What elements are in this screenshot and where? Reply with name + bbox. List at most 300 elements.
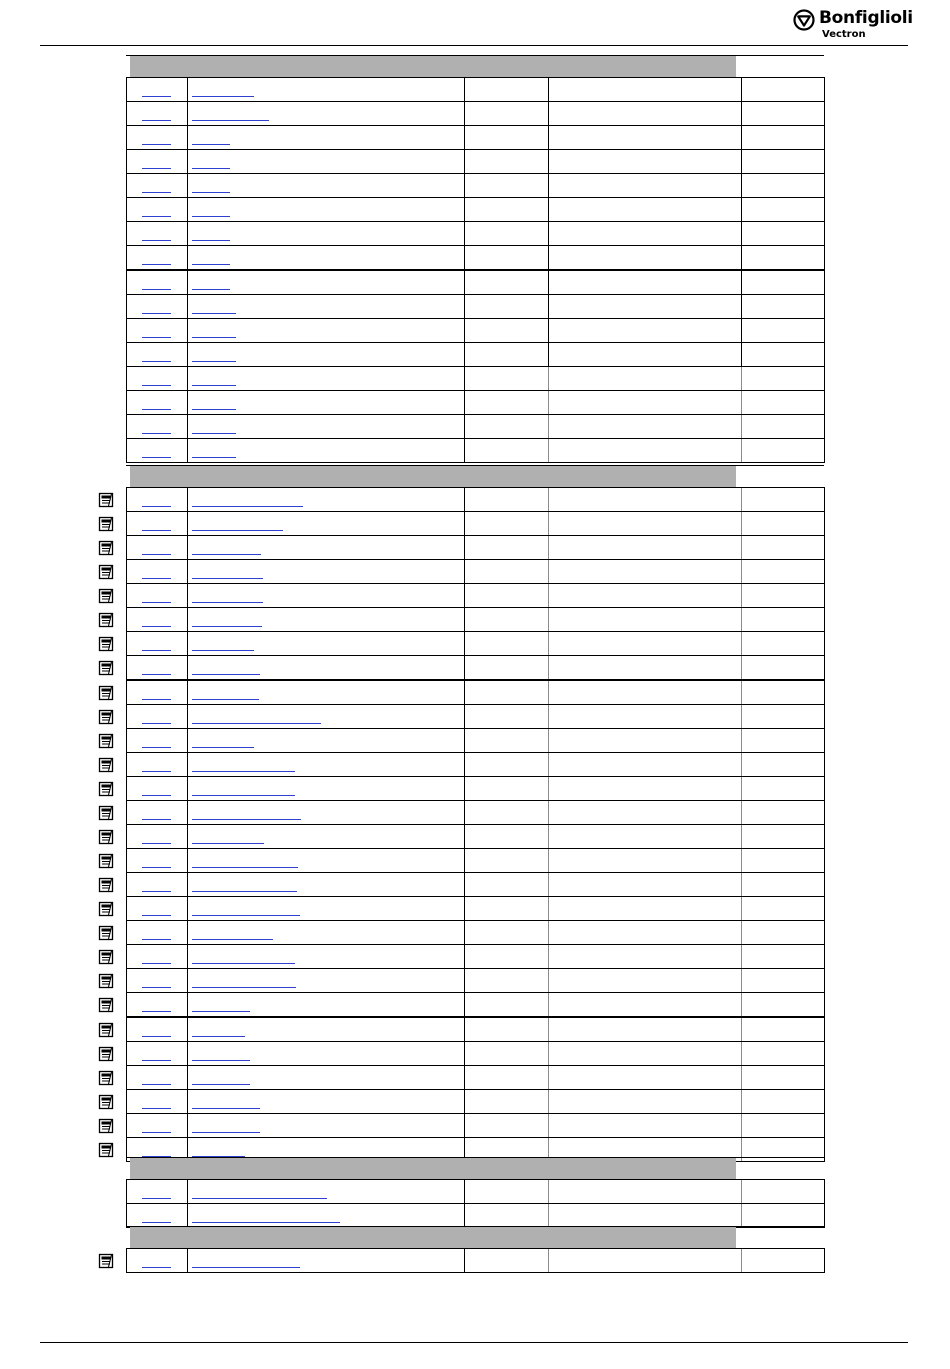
column-divider bbox=[741, 849, 742, 872]
parameter-number-link[interactable] bbox=[142, 120, 171, 121]
parameter-number-link[interactable] bbox=[142, 168, 171, 169]
table-row bbox=[126, 872, 825, 897]
brand-name: Bonfiglioli bbox=[819, 8, 913, 28]
column-divider bbox=[187, 945, 188, 968]
column-divider bbox=[548, 512, 549, 535]
column-divider bbox=[741, 1114, 742, 1137]
parameter-number-link[interactable] bbox=[142, 192, 171, 193]
edit-note-icon bbox=[98, 757, 114, 773]
column-divider bbox=[741, 753, 742, 776]
table-row bbox=[126, 824, 825, 849]
column-divider bbox=[187, 993, 188, 1016]
column-divider bbox=[187, 1090, 188, 1113]
column-divider bbox=[548, 656, 549, 679]
parameter-name-link[interactable] bbox=[192, 626, 262, 627]
column-divider bbox=[464, 102, 465, 125]
column-divider bbox=[741, 584, 742, 607]
column-divider bbox=[741, 1249, 742, 1272]
parameter-number-link[interactable] bbox=[142, 409, 171, 410]
column-divider bbox=[741, 681, 742, 704]
section-header-bar bbox=[130, 1158, 736, 1179]
edit-note-icon bbox=[98, 949, 114, 965]
column-divider bbox=[464, 897, 465, 920]
edit-note-icon bbox=[98, 925, 114, 941]
column-divider bbox=[187, 488, 188, 511]
column-divider bbox=[741, 222, 742, 245]
parameter-name-link[interactable] bbox=[192, 795, 295, 796]
column-divider bbox=[548, 705, 549, 728]
parameter-number-link[interactable] bbox=[142, 96, 171, 97]
column-divider bbox=[464, 391, 465, 414]
parameter-name-link[interactable] bbox=[192, 1060, 250, 1061]
parameter-name-link[interactable] bbox=[192, 1084, 250, 1085]
column-divider bbox=[741, 656, 742, 679]
column-divider bbox=[548, 222, 549, 245]
column-divider bbox=[548, 584, 549, 607]
table-row bbox=[126, 318, 825, 343]
column-divider bbox=[741, 78, 742, 101]
column-divider bbox=[187, 801, 188, 824]
column-divider bbox=[187, 391, 188, 414]
parameter-number-link[interactable] bbox=[142, 795, 171, 796]
column-divider bbox=[464, 488, 465, 511]
table-row bbox=[126, 1179, 825, 1204]
brand-sub: Vectron bbox=[822, 29, 866, 40]
edit-note-icon bbox=[98, 1142, 114, 1158]
column-divider bbox=[187, 367, 188, 390]
column-divider bbox=[464, 1042, 465, 1065]
column-divider bbox=[187, 174, 188, 197]
column-divider bbox=[741, 415, 742, 438]
column-divider bbox=[548, 729, 549, 752]
table-row bbox=[126, 1065, 825, 1090]
column-divider bbox=[548, 367, 549, 390]
column-divider bbox=[464, 1180, 465, 1203]
column-divider bbox=[548, 102, 549, 125]
table-row bbox=[126, 631, 825, 656]
table-row bbox=[126, 848, 825, 873]
column-divider bbox=[548, 415, 549, 438]
column-divider bbox=[464, 319, 465, 342]
column-divider bbox=[548, 1066, 549, 1089]
parameter-number-link[interactable] bbox=[142, 699, 171, 700]
parameter-name-link[interactable] bbox=[192, 361, 236, 362]
column-divider bbox=[187, 681, 188, 704]
edit-note-icon bbox=[98, 612, 114, 628]
parameter-number-link[interactable] bbox=[142, 216, 171, 217]
parameter-number-link[interactable] bbox=[142, 433, 171, 434]
column-divider bbox=[741, 488, 742, 511]
parameter-number-link[interactable] bbox=[142, 1060, 171, 1061]
column-divider bbox=[187, 656, 188, 679]
column-divider bbox=[548, 993, 549, 1016]
column-divider bbox=[548, 488, 549, 511]
edit-note-icon bbox=[98, 636, 114, 652]
parameter-number-link[interactable] bbox=[142, 337, 171, 338]
parameter-name-link[interactable] bbox=[192, 313, 236, 314]
table-row bbox=[126, 1113, 825, 1138]
edit-note-icon bbox=[98, 1022, 114, 1038]
column-divider bbox=[741, 1018, 742, 1041]
parameter-name-link[interactable] bbox=[192, 385, 236, 386]
section-header-bar bbox=[130, 56, 736, 77]
table-row bbox=[126, 487, 825, 512]
column-divider bbox=[187, 897, 188, 920]
parameter-number-link[interactable] bbox=[142, 915, 171, 916]
table-row bbox=[126, 366, 825, 391]
parameter-name-link[interactable] bbox=[192, 747, 254, 748]
table-row bbox=[126, 535, 825, 560]
parameter-number-link[interactable] bbox=[142, 747, 171, 748]
column-divider bbox=[741, 1090, 742, 1113]
column-divider bbox=[464, 921, 465, 944]
column-divider bbox=[464, 729, 465, 752]
table-row bbox=[126, 776, 825, 801]
table-row bbox=[126, 1041, 825, 1066]
parameter-name-link[interactable] bbox=[192, 506, 303, 507]
parameter-number-link[interactable] bbox=[142, 1267, 171, 1268]
parameter-name-link[interactable] bbox=[192, 192, 230, 193]
column-divider bbox=[464, 632, 465, 655]
column-divider bbox=[548, 921, 549, 944]
column-divider bbox=[548, 1090, 549, 1113]
column-divider bbox=[464, 343, 465, 366]
table-row bbox=[126, 173, 825, 198]
parameter-number-link[interactable] bbox=[142, 313, 171, 314]
column-divider bbox=[548, 126, 549, 149]
table-row bbox=[126, 680, 825, 705]
column-divider bbox=[464, 873, 465, 896]
parameter-name-link[interactable] bbox=[192, 650, 254, 651]
column-divider bbox=[464, 1204, 465, 1227]
edit-note-icon bbox=[98, 1046, 114, 1062]
column-divider bbox=[187, 777, 188, 800]
parameter-name-link[interactable] bbox=[192, 1198, 327, 1199]
parameter-name-link[interactable] bbox=[192, 987, 296, 988]
parameter-number-link[interactable] bbox=[142, 1198, 171, 1199]
parameter-number-link[interactable] bbox=[142, 240, 171, 241]
edit-note-icon bbox=[98, 1118, 114, 1134]
column-divider bbox=[741, 102, 742, 125]
parameter-name-link[interactable] bbox=[192, 1108, 260, 1109]
parameter-name-link[interactable] bbox=[192, 289, 230, 290]
column-divider bbox=[548, 439, 549, 462]
edit-note-icon bbox=[98, 901, 114, 917]
column-divider bbox=[741, 632, 742, 655]
edit-note-icon bbox=[98, 685, 114, 701]
parameter-name-link[interactable] bbox=[192, 433, 236, 434]
edit-note-icon bbox=[98, 973, 114, 989]
column-divider bbox=[548, 1204, 549, 1227]
column-divider bbox=[548, 246, 549, 269]
column-divider bbox=[187, 1249, 188, 1272]
column-divider bbox=[187, 825, 188, 848]
parameter-name-link[interactable] bbox=[192, 1267, 300, 1268]
column-divider bbox=[548, 945, 549, 968]
column-divider bbox=[548, 873, 549, 896]
table-row bbox=[126, 1203, 825, 1228]
column-divider bbox=[464, 1066, 465, 1089]
column-divider bbox=[548, 681, 549, 704]
parameter-number-link[interactable] bbox=[142, 819, 171, 820]
parameter-name-link[interactable] bbox=[192, 1222, 340, 1223]
column-divider bbox=[187, 753, 188, 776]
column-divider bbox=[464, 608, 465, 631]
parameter-number-link[interactable] bbox=[142, 530, 171, 531]
table-row bbox=[126, 77, 825, 102]
parameter-number-link[interactable] bbox=[142, 843, 171, 844]
table-row bbox=[126, 968, 825, 993]
column-divider bbox=[741, 1204, 742, 1227]
table-row bbox=[126, 245, 825, 270]
table-row bbox=[126, 559, 825, 584]
parameter-name-link[interactable] bbox=[192, 1132, 260, 1133]
parameter-name-link[interactable] bbox=[192, 409, 236, 410]
column-divider bbox=[741, 825, 742, 848]
column-divider bbox=[741, 246, 742, 269]
parameter-name-link[interactable] bbox=[192, 120, 269, 121]
column-divider bbox=[741, 1180, 742, 1203]
column-divider bbox=[187, 584, 188, 607]
parameter-name-link[interactable] bbox=[192, 915, 300, 916]
column-divider bbox=[464, 969, 465, 992]
parameter-number-link[interactable] bbox=[142, 1222, 171, 1223]
column-divider bbox=[187, 729, 188, 752]
table-row bbox=[126, 800, 825, 825]
column-divider bbox=[741, 1042, 742, 1065]
table-row bbox=[126, 414, 825, 439]
column-divider bbox=[741, 897, 742, 920]
column-divider bbox=[548, 777, 549, 800]
column-divider bbox=[187, 198, 188, 221]
table-row bbox=[126, 728, 825, 753]
parameter-number-link[interactable] bbox=[142, 1084, 171, 1085]
column-divider bbox=[548, 1042, 549, 1065]
parameter-name-link[interactable] bbox=[192, 554, 261, 555]
column-divider bbox=[464, 78, 465, 101]
section-header-bar bbox=[130, 1227, 736, 1248]
column-divider bbox=[741, 150, 742, 173]
parameter-name-link[interactable] bbox=[192, 216, 230, 217]
parameter-name-link[interactable] bbox=[192, 168, 230, 169]
parameter-number-link[interactable] bbox=[142, 939, 171, 940]
parameter-number-link[interactable] bbox=[142, 650, 171, 651]
parameter-number-link[interactable] bbox=[142, 1036, 171, 1037]
column-divider bbox=[548, 969, 549, 992]
parameter-number-link[interactable] bbox=[142, 1108, 171, 1109]
table-row bbox=[126, 1017, 825, 1042]
column-divider bbox=[548, 343, 549, 366]
edit-note-icon bbox=[98, 853, 114, 869]
column-divider bbox=[741, 319, 742, 342]
column-divider bbox=[464, 536, 465, 559]
edit-note-icon bbox=[98, 660, 114, 676]
column-divider bbox=[464, 753, 465, 776]
column-divider bbox=[741, 608, 742, 631]
column-divider bbox=[741, 969, 742, 992]
parameter-name-link[interactable] bbox=[192, 699, 259, 700]
column-divider bbox=[741, 367, 742, 390]
column-divider bbox=[548, 560, 549, 583]
edit-note-icon bbox=[98, 997, 114, 1013]
parameter-name-link[interactable] bbox=[192, 530, 283, 531]
parameter-number-link[interactable] bbox=[142, 891, 171, 892]
column-divider bbox=[187, 1204, 188, 1227]
column-divider bbox=[548, 753, 549, 776]
edit-note-icon bbox=[98, 1094, 114, 1110]
parameter-number-link[interactable] bbox=[142, 987, 171, 988]
parameter-number-link[interactable] bbox=[142, 264, 171, 265]
parameter-name-link[interactable] bbox=[192, 939, 273, 940]
edit-note-icon bbox=[98, 564, 114, 580]
column-divider bbox=[464, 1114, 465, 1137]
table-row bbox=[126, 197, 825, 222]
column-divider bbox=[548, 849, 549, 872]
parameter-name-link[interactable] bbox=[192, 337, 236, 338]
parameter-number-link[interactable] bbox=[142, 554, 171, 555]
column-divider bbox=[187, 439, 188, 462]
table-row bbox=[126, 149, 825, 174]
column-divider bbox=[741, 295, 742, 318]
edit-note-icon bbox=[98, 709, 114, 725]
parameter-name-link[interactable] bbox=[192, 144, 230, 145]
table-row bbox=[126, 270, 825, 295]
column-divider bbox=[741, 560, 742, 583]
column-divider bbox=[464, 560, 465, 583]
edit-note-icon bbox=[98, 1253, 114, 1269]
column-divider bbox=[548, 271, 549, 294]
parameter-name-link[interactable] bbox=[192, 578, 263, 579]
edit-note-icon bbox=[98, 781, 114, 797]
parameter-number-link[interactable] bbox=[142, 674, 171, 675]
column-divider bbox=[464, 681, 465, 704]
parameter-number-link[interactable] bbox=[142, 626, 171, 627]
column-divider bbox=[741, 729, 742, 752]
column-divider bbox=[464, 439, 465, 462]
column-divider bbox=[741, 705, 742, 728]
table-row bbox=[126, 896, 825, 921]
column-divider bbox=[187, 415, 188, 438]
column-divider bbox=[548, 319, 549, 342]
column-divider bbox=[548, 391, 549, 414]
parameter-number-link[interactable] bbox=[142, 1011, 171, 1012]
parameter-number-link[interactable] bbox=[142, 457, 171, 458]
parameter-name-link[interactable] bbox=[192, 843, 264, 844]
edit-note-icon bbox=[98, 516, 114, 532]
edit-note-icon bbox=[98, 805, 114, 821]
column-divider bbox=[187, 150, 188, 173]
parameter-number-link[interactable] bbox=[142, 867, 171, 868]
table-row bbox=[126, 992, 825, 1017]
parameter-number-link[interactable] bbox=[142, 963, 171, 964]
parameter-name-link[interactable] bbox=[192, 602, 263, 603]
parameter-number-link[interactable] bbox=[142, 1132, 171, 1133]
column-divider bbox=[548, 78, 549, 101]
parameter-name-link[interactable] bbox=[192, 1036, 245, 1037]
column-divider bbox=[741, 198, 742, 221]
parameter-name-link[interactable] bbox=[192, 264, 230, 265]
column-divider bbox=[464, 993, 465, 1016]
parameter-number-link[interactable] bbox=[142, 602, 171, 603]
column-divider bbox=[187, 705, 188, 728]
column-divider bbox=[187, 921, 188, 944]
section-header-bar bbox=[130, 466, 736, 487]
column-divider bbox=[187, 319, 188, 342]
column-divider bbox=[741, 945, 742, 968]
parameter-name-link[interactable] bbox=[192, 723, 321, 724]
column-divider bbox=[548, 150, 549, 173]
table-row bbox=[126, 752, 825, 777]
column-divider bbox=[464, 584, 465, 607]
parameter-number-link[interactable] bbox=[142, 385, 171, 386]
column-divider bbox=[464, 415, 465, 438]
column-divider bbox=[187, 126, 188, 149]
table-row bbox=[126, 125, 825, 150]
parameter-number-link[interactable] bbox=[142, 361, 171, 362]
column-divider bbox=[464, 849, 465, 872]
table-row bbox=[126, 920, 825, 945]
table-row bbox=[126, 438, 825, 463]
column-divider bbox=[464, 512, 465, 535]
parameter-number-link[interactable] bbox=[142, 578, 171, 579]
column-divider bbox=[464, 1018, 465, 1041]
column-divider bbox=[548, 174, 549, 197]
column-divider bbox=[464, 777, 465, 800]
column-divider bbox=[464, 705, 465, 728]
column-divider bbox=[187, 632, 188, 655]
parameter-name-link[interactable] bbox=[192, 240, 230, 241]
parameter-number-link[interactable] bbox=[142, 771, 171, 772]
parameter-name-link[interactable] bbox=[192, 674, 260, 675]
column-divider bbox=[187, 343, 188, 366]
parameter-name-link[interactable] bbox=[192, 867, 298, 868]
column-divider bbox=[548, 825, 549, 848]
column-divider bbox=[548, 632, 549, 655]
column-divider bbox=[548, 198, 549, 221]
parameter-name-link[interactable] bbox=[192, 1011, 250, 1012]
parameter-name-link[interactable] bbox=[192, 96, 254, 97]
column-divider bbox=[548, 897, 549, 920]
table-row bbox=[126, 655, 825, 680]
column-divider bbox=[741, 873, 742, 896]
parameter-number-link[interactable] bbox=[142, 506, 171, 507]
table-row bbox=[126, 704, 825, 729]
parameter-name-link[interactable] bbox=[192, 457, 236, 458]
column-divider bbox=[187, 246, 188, 269]
parameter-number-link[interactable] bbox=[142, 144, 171, 145]
column-divider bbox=[741, 536, 742, 559]
parameter-name-link[interactable] bbox=[192, 771, 295, 772]
table-row bbox=[126, 511, 825, 536]
parameter-number-link[interactable] bbox=[142, 289, 171, 290]
column-divider bbox=[187, 512, 188, 535]
parameter-number-link[interactable] bbox=[142, 723, 171, 724]
table-row bbox=[126, 1089, 825, 1114]
table-row bbox=[126, 607, 825, 632]
parameter-name-link[interactable] bbox=[192, 891, 297, 892]
column-divider bbox=[548, 295, 549, 318]
edit-note-icon bbox=[98, 492, 114, 508]
column-divider bbox=[741, 512, 742, 535]
parameter-name-link[interactable] bbox=[192, 819, 301, 820]
column-divider bbox=[187, 849, 188, 872]
edit-note-icon bbox=[98, 877, 114, 893]
column-divider bbox=[741, 174, 742, 197]
column-divider bbox=[187, 560, 188, 583]
parameter-name-link[interactable] bbox=[192, 963, 295, 964]
edit-note-icon bbox=[98, 540, 114, 556]
table-row bbox=[126, 944, 825, 969]
